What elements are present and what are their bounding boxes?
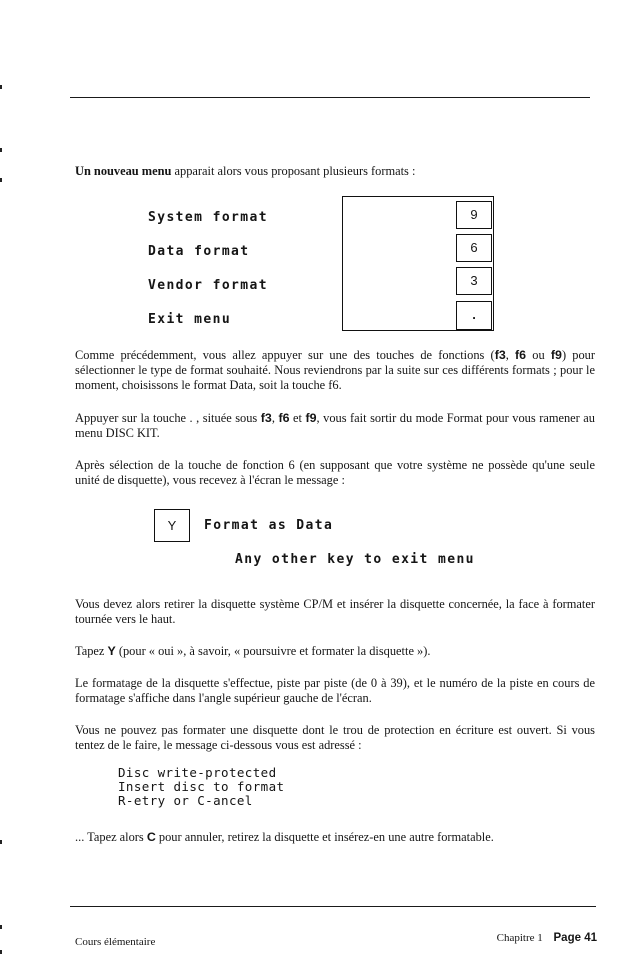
menu-item-data-format: Data format — [148, 244, 250, 259]
paragraph-function-keys — [75, 348, 595, 393]
intro-paragraph — [75, 164, 595, 179]
function-key-dot: . — [456, 301, 492, 330]
margin-mark — [0, 148, 2, 152]
function-key-3: 3 — [456, 267, 492, 295]
p1-text-a: Comme précédemment, vous allez appuyer sur une des touches de fonctions ( — [75, 348, 495, 362]
intro-lead: Un nouveau menu — [75, 164, 172, 178]
screen-message-line-1: Disc write-protected — [118, 765, 277, 780]
key-f3: f3 — [260, 411, 272, 425]
p2-text-b: , vous fait sortir du mode Format pour vous ramener au menu DISC KIT. — [75, 411, 595, 440]
menu-item-exit-menu: Exit menu — [148, 312, 232, 327]
prompt-any-other-key: Any other key to exit menu — [235, 552, 475, 567]
key-f9: f9 — [550, 348, 562, 362]
margin-mark — [0, 925, 2, 929]
paragraph-exit-key — [75, 411, 595, 441]
margin-mark — [0, 178, 2, 182]
footer-page: Page 41 — [553, 932, 597, 944]
p5-text-b: (pour « oui », à savoir, « poursuivre et formater la disquette »). — [115, 644, 431, 658]
key-f9: f9 — [305, 411, 317, 425]
key-y: Y — [107, 644, 116, 658]
footer-right — [497, 932, 597, 944]
paragraph-cancel — [75, 830, 595, 845]
key-c: C — [146, 830, 156, 844]
margin-mark — [0, 85, 2, 89]
key-f6: f6 — [515, 348, 527, 362]
footer-chapter: Chapitre 1 — [496, 932, 543, 944]
bottom-rule — [70, 906, 596, 907]
key-f3: f3 — [494, 348, 506, 362]
function-key-9: 9 — [456, 201, 492, 229]
menu-item-system-format: System format — [148, 210, 268, 225]
p1-sep-2: ou — [526, 348, 551, 362]
p1-text-b: ) pour sélectionner le type de format souhaité. Nous reviendrons par la suite sur ces différents formats ; pour le moment, choisissons le format Data, soit la touche f6. — [75, 348, 595, 392]
p2-sep-2: et — [289, 411, 306, 425]
screen-message-line-3: R-etry or C-ancel — [118, 793, 253, 808]
p2-text-a: Appuyer sur la touche . , située sous — [75, 411, 261, 425]
screen-message-line-2: Insert disc to format — [118, 779, 285, 794]
p2-sep-1: , — [271, 411, 279, 425]
paragraph-formatting-progress: Le formatage de la disquette s'effectue, piste par piste (de 0 à 39), et le numéro de la piste en cours de formatage s'affiche dans l'angle supérieur gauche de l'écran. — [75, 676, 595, 705]
p5-text-a: Tapez — [75, 644, 108, 658]
top-rule — [70, 97, 590, 98]
paragraph-press-y — [75, 644, 595, 659]
key-f6: f6 — [278, 411, 290, 425]
function-key-6: 6 — [456, 234, 492, 262]
footer-left: Cours élémentaire — [75, 936, 156, 948]
paragraph-insert-disc: Vous devez alors retirer la disquette système CP/M et insérer la disquette concernée, la face à formater tournée vers le haut. — [75, 597, 595, 626]
margin-mark — [0, 950, 2, 954]
p1-sep-1: , — [505, 348, 516, 362]
p8-text-b: pour annuler, retirez la disquette et insérez-en une autre formatable. — [155, 830, 494, 844]
paragraph-write-protect: Vous ne pouvez pas formater une disquette dont le trou de protection en écriture est ouvert. Si vous tentez de le faire, le message ci-dessous vous est adressé : — [75, 723, 595, 752]
margin-mark — [0, 840, 2, 844]
paragraph-selection: Après sélection de la touche de fonction 6 (en supposant que votre système ne possède qu'une seule unité de disquette), vous recevez à l'écran le message : — [75, 458, 595, 487]
menu-item-vendor-format: Vendor format — [148, 278, 268, 293]
intro-rest: apparait alors vous proposant plusieurs formats : — [171, 164, 416, 178]
p8-text-a: ... Tapez alors — [75, 830, 147, 844]
prompt-format-as-data: Format as Data — [204, 518, 334, 533]
key-y-box: Y — [154, 509, 190, 542]
